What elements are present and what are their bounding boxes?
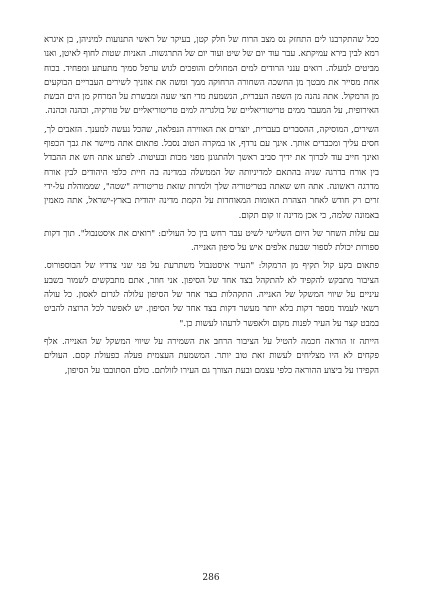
paragraph-2: השירים, המוסיקה, ההסברים בעברית, יוצרים את האווירה הנפלאה, שהכל נעשה למענך. הזאבים לך, חסים עליך ומכבדים אותך. אינך עם נרדף, או במקרה הטוב נסבל. פתאום אתה מיישר את גבך הכפוף ואינך חייב עוד לכרוך את ידיך סביב ראשך ולהתגונן מפני מכות ובעיטות. לפתע אתה חש את ההבדל בין אורח בדרגה שניה בהתאם למדיניותה של הממשלה במדינה בה חיית כלפי היהודים לבין אורח מדרגה ראשונה. אתה חש שאתה בטריטוריה שלך ולמרות שזאת טריטוריה "שטה", שממוהלת על-ידי זרים רק חודש לאחר הצהרת האומות המאוחדות על הקמת מדינה יהודית בארץ-ישראל, אתה מאמין באמונה שלמה, כי אכן מדינה זו קום תקום. bbox=[44, 124, 379, 221]
page-body bbox=[44, 33, 379, 382]
paragraph-5: הייתה זו הוראה חכמה להטיל על הציבור הרחב את השמירה על שיווי המשקל של האנייה. אלף פקחים לא היו מצליחים לעשות זאת טוב יותר. המשמעת העצמית פעלה כפעולת קסם. העולים הקפידו על ביצוע ההוראה כלפי עצמם ובעת הצורך גם העירו לזולתם. כולם הסתובבו על הסיפון, bbox=[44, 336, 379, 376]
paragraph-3: עם עלות השחר של היום השלישי לשיט עבר רחש בין כל העולים: "רואים את איסטנבול". תוך דקות ספורות יכולת לספור שבעת אלפים איש על סיפון האנייה. bbox=[44, 228, 379, 254]
paragraph-4: פתאום בקע קול תקיף מן הרמקול: "העיר איסטנבול משתרעת על פני שני צדדיו של הבוספורוס. הציבור מתבקש להקפיד לא להתקהל בצד אחד של הסיפון. אני חוזר, אתם מתבקשים לשמור בשבע עיניים על שיווי המשקל של האנייה. התקהלות בצד אחד של הסיפון עלולה לגרום לאסון. כל עולה רשאי לעמוד מספר דקות בלא יותר מעשר דקות בצד אחד של הסיפון. יש לאפשר לכל הרוצה להביט במבט קצר על העיר לפנות מקום ולאפשר לרעהו לעשות כן." bbox=[44, 261, 379, 329]
page-number: 286 bbox=[202, 573, 220, 583]
paragraph-1: ככל שהתקרבנו לים התחזק נס מצב הרוח של חלק קטן, בעיקר של ראשי התנועות למיניהן, בן איגרא רמא לבין בירא עמיקתא. עבר עוד יום של שיט ועוד יום של התרגשות. האניות שטות לחוף לאיטן, ואנו מביטים למעלה. רואים ענני הרודים למים המחולים והופכים לגוש ערפל סמיך מתעתע ומפחיד. בכוח אחת מסייר את מבטך מן החשכה השחורה הרחוקה ממך ומשה את אוזניך לשירים העבריים הבוקעים מן הרמקול. אתה נהנה מן השפה העברית, הנשמעת מדי חצי שעה ומבשרת על המרחק מן הים הבשת האירופית, על המעבר ממים טריטוריאליים של בולגריה למים טריטוריאליים של טורקיה, וכהנה וכהנה. bbox=[44, 35, 379, 117]
